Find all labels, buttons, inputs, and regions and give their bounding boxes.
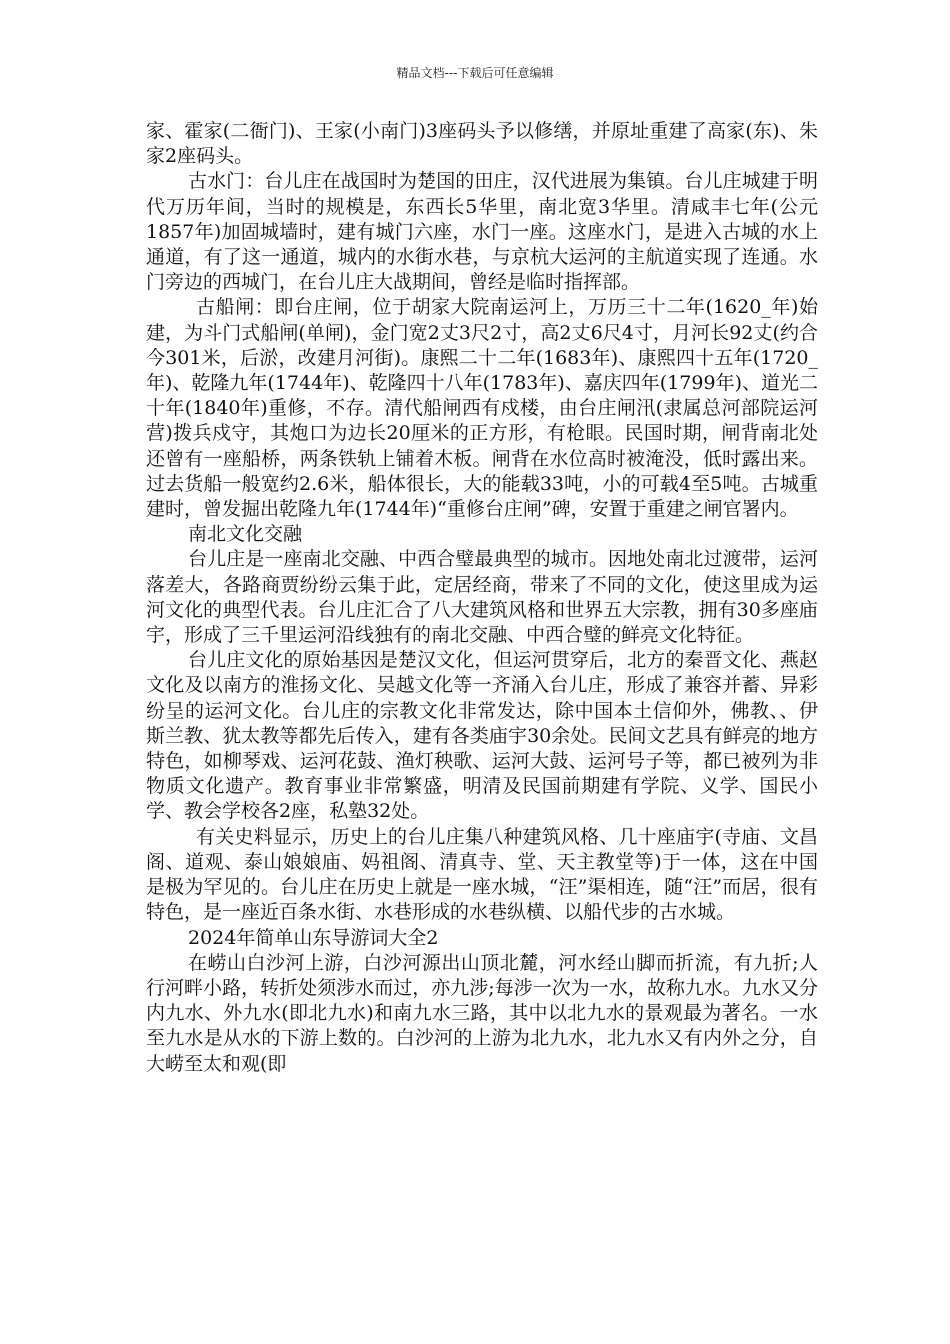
paragraph-historical-records: 有关史料显示，历史上的台儿庄集八种建筑风格、几十座庙宇(寺庙、文昌阁、道观、泰山娘娘庙、妈祖阁、清真寺、堂、天主教堂等)于一体，这在中国是极为罕见的。台儿庄在历史上就是一座水城，“汪”渠相连，随“汪”而居，很有特色，是一座近百条水街、水巷形成的水巷纵横、以船代步的古水城。: [146, 825, 818, 924]
document-body: [146, 119, 818, 1077]
paragraph-continuation: 家、霍家(二衙门)、王家(小南门)3座码头予以修缮，并原址重建了高家(东)、朱家2座码头。: [146, 120, 818, 168]
paragraph-culture-fusion: 台儿庄是一座南北交融、中西合璧最典型的城市。因地处南北过渡带，运河落差大，各路商贾纷纷云集于此，定居经商，带来了不同的文化，使这里成为运河文化的典型代表。台儿庄汇合了八大建筑风格和世界五大宗教，拥有30多座庙宇，形成了三千里运河沿线独有的南北交融、中西合璧的鲜亮文化特征。: [146, 548, 818, 647]
section-heading-culture: 南北文化交融: [188, 523, 303, 546]
paragraph-ancient-water-gate: 古水门：台儿庄在战国时为楚国的田庄，汉代进展为集镇。台儿庄城建于明代万历年间，当时的规模是，东西长5华里，南北宽3华里。清咸丰七年(公元1857年)加固城墙时，建有城门六座，水门一座。这座水门，是进入古城的水上通道，有了这一通道，城内的水街水巷，与京杭大运河的主航道实现了连通。水门旁边的西城门，在台儿庄大战期间，曾经是临时指挥部。: [146, 170, 818, 294]
page-header: 精品文档---下载后可任意编辑: [396, 66, 554, 80]
paragraph-laoshan-baisha-river: 在崂山白沙河上游，白沙河源出山顶北麓，河水经山脚而折流，有九折;人行河畔小路，转折处须涉水而过，亦九涉;每涉一次为一水，故称九水。九水又分内九水、外九水(即北九水)和南九水三路，其中以北九水的景观最为著名。一水至九水是从水的下游上数的。白沙河的上游为北九水，北九水又有内外之分，自大崂至太和观(即: [146, 951, 818, 1075]
section-heading-tour-guide: 2024年简单山东导游词大全2: [188, 926, 439, 949]
paragraph-ancient-ship-lock: 古船闸：即台庄闸，位于胡家大院南运河上，万历三十二年(1620_年)始建，为斗门式船闸(单闸)，金门宽2丈3尺2寸，高2丈6尺4寸，月河长92丈(约合今301米，后淤，改建月河街)。康熙二十二年(1683年)、康熙四十五年(1720_年)、乾隆九年(1744年)、乾隆四十八年(1783年)、嘉庆四年(1799年)、道光二十年(1840年)重修，不存。清代船闸西有戍楼，由台庄闸汛(隶属总河部院运河营)拨兵戍守，其炮口为边长20厘米的正方形，有枪眼。民国时期，闸背南北处还曾有一座船桥，两条铁轨上铺着木板。闸背在水位高时被淹没，低时露出来。过去货船一般宽约2.6米，船体很长，大的能载33吨，小的可载4至5吨。古城重建时，曾发掘出乾隆九年(1744年)“重修台庄闸”碑，安置于重建之闸官署内。: [146, 296, 818, 521]
paragraph-culture-genes: 台儿庄文化的原始基因是楚汉文化，但运河贯穿后，北方的秦晋文化、燕赵文化及以南方的淮扬文化、吴越文化等一齐涌入台儿庄，形成了兼容并蓄、异彩纷呈的运河文化。台儿庄的宗教文化非常发达，除中国本土信仰外，佛教、、伊斯兰教、犹太教等都先后传入，建有各类庙宇30余处。民间文艺具有鲜亮的地方特色，如柳琴戏、运河花鼓、渔灯秧歌、运河大鼓、运河号子等，都已被列为非物质文化遗产。教育事业非常繁盛，明清及民国前期建有学院、义学、国民小学、教会学校各2座，私塾32处。: [146, 649, 818, 823]
